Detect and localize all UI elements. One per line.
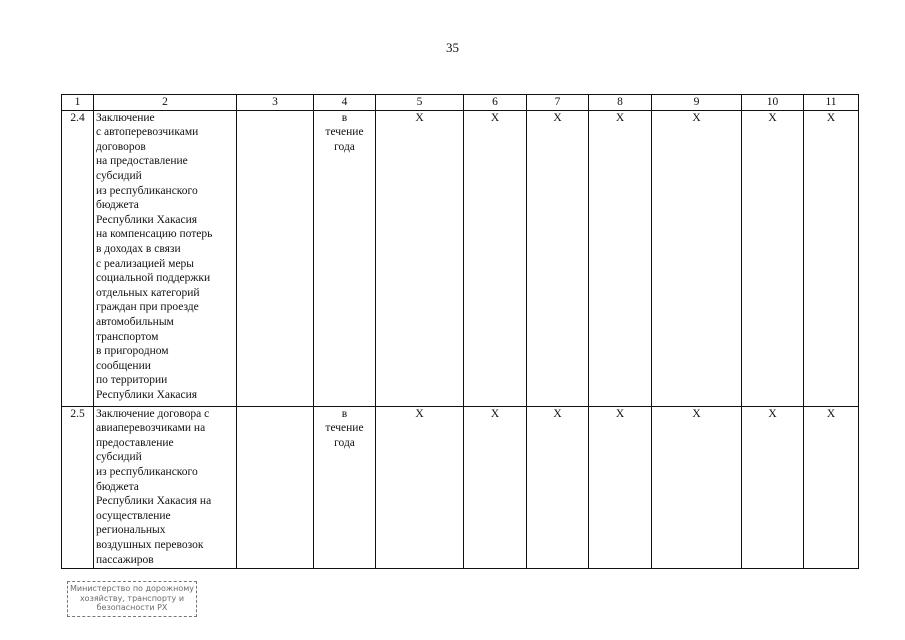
measure-name-line: отдельных категорий: [96, 286, 200, 299]
registration-stamp: [67, 581, 197, 617]
measure-name-line: Республики Хакасия на: [96, 495, 212, 508]
measure-name-line: с реализацией меры: [96, 257, 195, 270]
column-3-cell: [237, 406, 314, 568]
stamp-line: безопасности РХ: [96, 603, 168, 612]
mark-cell: X: [464, 110, 527, 406]
row-number: 2.5: [62, 406, 94, 568]
column-header: 4: [314, 95, 376, 111]
measure-name-line: договоров: [96, 140, 146, 153]
measure-name-line: Республики Хакасия: [96, 388, 198, 401]
column-header: 8: [589, 95, 652, 111]
period-line: года: [334, 140, 355, 153]
column-header: 5: [376, 95, 464, 111]
column-3-cell: [237, 110, 314, 406]
column-header: 11: [804, 95, 859, 111]
measure-name-line: в доходах в связи: [96, 242, 181, 255]
mark-cell: X: [376, 110, 464, 406]
row-number: 2.4: [62, 110, 94, 406]
column-header: 2: [94, 95, 237, 111]
measure-name-line: Республики Хакасия: [96, 213, 198, 226]
column-header: 7: [527, 95, 589, 111]
mark-cell: X: [652, 406, 742, 568]
period-line: течение: [325, 422, 364, 435]
mark-cell: X: [589, 406, 652, 568]
measure-name-line: субсидий: [96, 169, 142, 182]
measure-name-line: из республиканского: [96, 465, 198, 478]
measure-name-line: транспортом: [96, 330, 159, 343]
mark-cell: X: [804, 110, 859, 406]
measure-name-line: автомобильным: [96, 315, 174, 328]
period-line: в: [341, 407, 348, 420]
execution-period: [314, 406, 376, 568]
measure-name-line: авиаперевозчиками на: [96, 422, 206, 435]
period-line: течение: [325, 126, 364, 139]
measure-name-line: на предоставление: [96, 155, 188, 168]
stamp-line: хозяйству, транспорту и: [79, 593, 185, 603]
mark-cell: X: [589, 110, 652, 406]
measure-name-line: с автоперевозчиками: [96, 126, 199, 139]
column-header: 3: [237, 95, 314, 111]
measure-name-line: региональных: [96, 524, 166, 537]
execution-period: [314, 110, 376, 406]
column-header: 10: [742, 95, 804, 111]
measure-name-line: в пригородном: [96, 345, 169, 358]
mark-cell: X: [742, 406, 804, 568]
measure-name-line: по территории: [96, 374, 168, 387]
measure-name-line: на компенсацию потерь: [96, 228, 213, 241]
measure-name-line: из республиканского: [96, 184, 198, 197]
measure-name-line: пассажиров: [96, 553, 154, 566]
period-line: года: [334, 436, 355, 449]
mark-cell: X: [527, 406, 589, 568]
column-header: 1: [62, 95, 94, 111]
mark-cell: X: [527, 110, 589, 406]
measure-name-line: предоставление: [96, 436, 174, 449]
table-header-row: [62, 95, 859, 111]
table-row: [62, 406, 859, 568]
mark-cell: X: [376, 406, 464, 568]
page-number: 35: [446, 40, 459, 55]
mark-cell: X: [652, 110, 742, 406]
table-row: [62, 110, 859, 406]
measure-name: [94, 110, 237, 406]
mark-cell: X: [804, 406, 859, 568]
mark-cell: X: [742, 110, 804, 406]
measure-name-line: сообщении: [96, 359, 151, 372]
column-header: 6: [464, 95, 527, 111]
mark-cell: X: [464, 406, 527, 568]
measure-name-line: Заключение договора с: [96, 407, 210, 420]
measure-name-line: граждан при проезде: [96, 301, 199, 314]
measure-name-line: Заключение: [96, 111, 155, 124]
measure-name-line: осуществление: [96, 509, 171, 522]
measure-name-line: воздушных перевозок: [96, 538, 204, 551]
measure-name-line: бюджета: [96, 480, 139, 493]
stamp-line: Министерство по дорожному: [70, 584, 194, 593]
measure-name-line: социальной поддержки: [96, 272, 211, 285]
column-header: 9: [652, 95, 742, 111]
plan-table: [61, 94, 859, 569]
measure-name-line: бюджета: [96, 199, 139, 212]
period-line: в: [341, 111, 348, 124]
measure-name: [94, 406, 237, 568]
measure-name-line: субсидий: [96, 451, 142, 464]
